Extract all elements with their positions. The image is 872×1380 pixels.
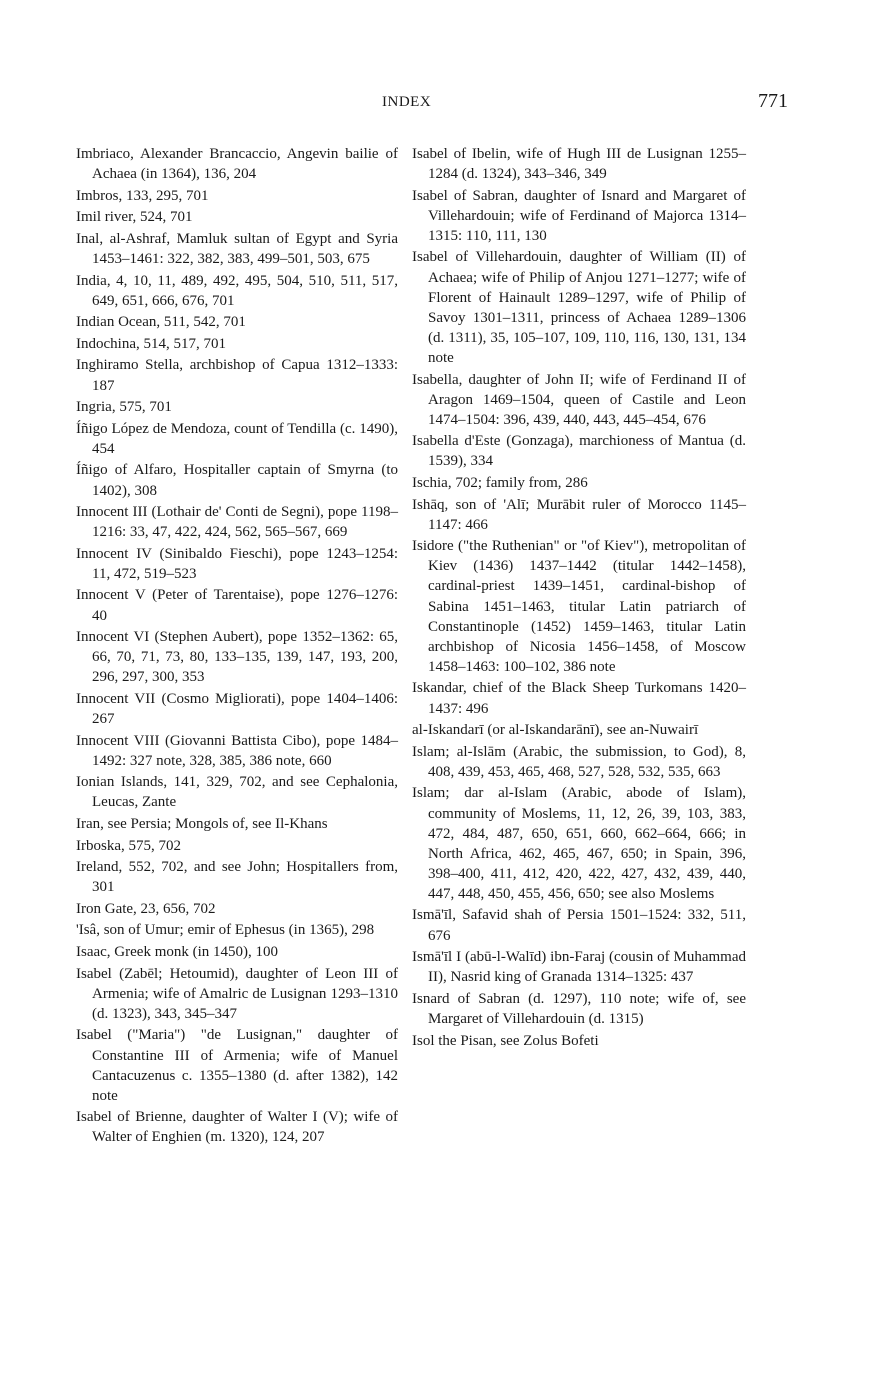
index-entry: Imbriaco, Alexander Brancaccio, Angevin bailie of Achaea (in 1364), 136, 204 [76,146,398,183]
index-entry: Íñigo López de Mendoza, count of Tendilla (c. 1490), 454 [76,420,398,457]
index-entry: Innocent VIII (Giovanni Battista Cibo), pope 1484–1492: 327 note, 328, 385, 386 note, 660 [76,732,398,769]
index-entry: Inal, al-Ashraf, Mamluk sultan of Egypt and Syria 1453–1461: 322, 382, 383, 499–501, 503, 675 [76,230,398,267]
page-number: 771 [758,90,788,112]
index-entry: Ingria, 575, 701 [76,399,172,416]
index-entry: Ishāq, son of 'Alī; Murābit ruler of Morocco 1145–1147: 466 [412,496,746,533]
index-entry: Inghiramo Stella, archbishop of Capua 1312–1333: 187 [76,357,398,394]
index-entry: Indochina, 514, 517, 701 [76,335,226,352]
index-entry: Isol the Pisan, see Zolus Bofeti [412,1032,599,1049]
index-entry: Isidore ("the Ruthenian" or "of Kiev"), metropolitan of Kiev (1436) 1437–1442 (titular 1442–1458), cardinal-priest 1439–1451, cardinal-bishop of Sabina 1451–1463, titular Latin patriarch of Constantinople (1452) 1459–1463, titular Latin archbishop of Nicosia 1456–1458, of Moscow 1458–1463: 100–102, 386 note [412,538,746,675]
index-entry: Innocent V (Peter of Tarentaise), pope 1276–1276: 40 [76,587,398,624]
index-entry: Islam; dar al-Islam (Arabic, abode of Islam), community of Moslems, 11, 12, 26, 39, 103, 383, 472, 484, 487, 650, 651, 660, 662–664, 666; in North Africa, 462, 465, 467, 650; in Spain, 396, 398–400, 411, 412, 420, 422, 427, 432, 439, 440, 447, 448, 450, 455, 456, 650; see also Moslems [412,785,746,902]
index-entry: Ischia, 702; family from, 286 [412,475,588,491]
index-entry: Isabel of Brienne, daughter of Walter I (V); wife of Walter of Enghien (m. 1320), 124, 207 [76,1109,398,1146]
index-entry: Imbros, 133, 295, 701 [76,187,209,204]
index-entry: al-Iskandarī (or al-Iskandarānī), see an-Nuwairī [412,722,699,739]
index-entry: Innocent VI (Stephen Aubert), pope 1352–1362: 65, 66, 70, 71, 73, 80, 133–135, 139, 147, 193, 200, 296, 297, 300, 353 [76,629,398,686]
index-entry: Isabel ("Maria") "de Lusignan," daughter of Constantine III of Armenia; wife of Manuel Cantacuzenus c. 1355–1380 (d. after 1382), 142 note [76,1027,398,1104]
index-entry: Isabel of Ibelin, wife of Hugh III de Lusignan 1255–1284 (d. 1324), 343–346, 349 [412,146,746,183]
index-entry: Ismā'īl I (abū-l-Walīd) ibn-Faraj (cousin of Muhammad II), Nasrid king of Granada 1314–1325: 437 [412,949,746,986]
index-entry: Ireland, 552, 702, and see John; Hospitallers from, 301 [76,859,398,896]
index-entry: Iskandar, chief of the Black Sheep Turkomans 1420–1437: 496 [412,680,746,717]
index-entry: Iran, see Persia; Mongols of, see Il-Khans [76,816,328,832]
index-entry: Imil river, 524, 701 [76,209,193,226]
index-column-right [412,144,746,1052]
index-entry: Isaac, Greek monk (in 1450), 100 [76,944,279,961]
index-entry: India, 4, 10, 11, 489, 492, 495, 504, 510, 511, 517, 649, 651, 666, 676, 701 [76,272,398,309]
index-entry: Innocent III (Lothair de' Conti de Segni), pope 1198–1216: 33, 47, 422, 424, 562, 565–567, 669 [76,504,398,541]
index-entry: Isabel of Villehardouin, daughter of William (II) of Achaea; wife of Philip of Anjou 1271–1277; wife of Florent of Hainault 1289–1297, wife of Philip of Savoy 1301–1311, princess of Achaea 1289–1306 (d. 1311), 35, 105–107, 109, 110, 116, 130, 131, 134 note [412,249,746,366]
index-entry: Innocent IV (Sinibaldo Fieschi), pope 1243–1254: 11, 472, 519–523 [76,545,398,582]
index-entry: Irboska, 575, 702 [76,837,181,854]
index-entry: Islam; al-Islām (Arabic, the submission, to God), 8, 408, 439, 453, 465, 468, 527, 528, 532, 535, 663 [412,743,746,780]
page-header [0,90,872,116]
index-entry: Isabella d'Este (Gonzaga), marchioness of Mantua (d. 1539), 334 [412,433,746,470]
running-head: INDEX [382,94,432,110]
index-entry: Isnard of Sabran (d. 1297), 110 note; wife of, see Margaret of Villehardouin (d. 1315) [412,990,746,1027]
index-entry: 'Isâ, son of Umur; emir of Ephesus (in 1365), 298 [76,922,375,939]
index-entry: Isabella, daughter of John II; wife of Ferdinand II of Aragon 1469–1504, queen of Castile and Leon 1474–1504: 396, 439, 440, 443, 445–454, 676 [412,371,746,428]
index-entry: Isabel of Sabran, daughter of Isnard and Margaret of Villehardouin; wife of Ferdinand of Majorca 1314–1315: 110, 111, 130 [412,187,746,244]
index-entry: Indian Ocean, 511, 542, 701 [76,314,246,331]
index-entry: Íñigo of Alfaro, Hospitaller captain of Smyrna (to 1402), 308 [76,462,398,499]
index-entry: Ismā'īl, Safavid shah of Persia 1501–1524: 332, 511, 676 [412,907,746,944]
index-entry: Innocent VII (Cosmo Migliorati), pope 1404–1406: 267 [76,690,398,728]
index-entry: Ionian Islands, 141, 329, 702, and see Cephalonia, Leucas, Zante [76,774,398,811]
index-entry: Isabel (Zabēl; Hetoumid), daughter of Leon III of Armenia; wife of Amalric de Lusignan 1293–1310 (d. 1323), 343, 345–347 [76,965,398,1022]
index-column-left [76,144,398,1149]
index-entry: Iron Gate, 23, 656, 702 [76,900,216,917]
